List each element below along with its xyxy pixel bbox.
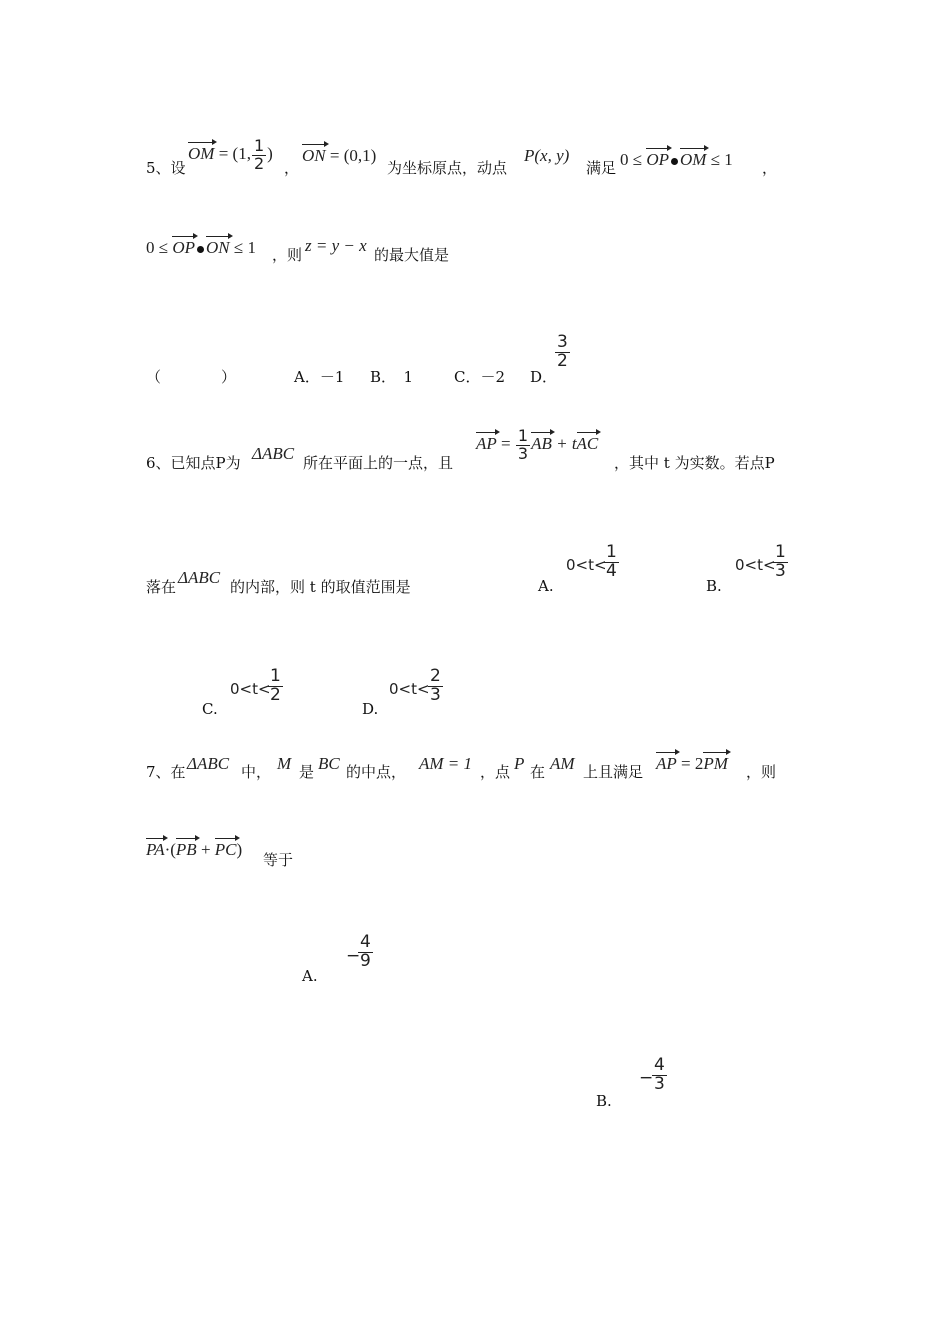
q7-am-equals: AM = 1 (419, 754, 473, 773)
q7-option-a: A. (302, 967, 318, 985)
om-fraction: $\frac{1}{2}$ (253, 136, 265, 173)
q5-option-d-fraction: $\frac{3}{2}$ (557, 332, 568, 371)
triangle-abc: ΔABC (178, 568, 221, 587)
q6-option-d-fraction: $\frac{2}{3}$ (430, 666, 441, 705)
q5-inequality-2: 0 ≤ OP ON ≤ 1 (146, 238, 256, 257)
q5-z-expression: z = y − x (305, 236, 367, 255)
q5-text-origin: 为坐标原点，动点 (387, 159, 508, 177)
q6-option-a-fraction: $\frac{1}{4}$ (606, 542, 617, 581)
dot-product-icon (197, 246, 204, 253)
q5-number: 5、设 (146, 159, 186, 177)
q5-option-d: D． (530, 368, 558, 386)
q5-option-a: A．－1 (294, 368, 345, 386)
q5-inequality-1: 0 ≤ OP OM ≤ 1 (620, 150, 733, 169)
q7-option-b: B. (596, 1092, 612, 1110)
answer-blank: （ ） (146, 368, 237, 386)
q6-option-b-fraction: $\frac{1}{3}$ (775, 542, 786, 581)
q6-option-d: D. (362, 700, 379, 718)
om-equals: = (1, (218, 144, 251, 164)
q6-vector-equation: AP = $\frac{1}{3}$ AB + tAC (476, 426, 599, 463)
vector-ab: AB (531, 434, 552, 454)
q5-option-c: C．－2 (454, 368, 506, 386)
q6-option-c-fraction: $\frac{1}{2}$ (270, 666, 281, 705)
q7-option-a-fraction: $\frac{4}{9}$ (360, 932, 371, 971)
q6-number: 6、已知点P为 (146, 454, 241, 472)
q5-on-formula: ON = (0,1) (302, 146, 377, 165)
vector-ap: AP (476, 434, 497, 454)
triangle-abc: ΔABC (187, 754, 230, 773)
vector-on: ON (302, 146, 326, 165)
dot-product-icon (671, 158, 678, 165)
vector-om: OM (188, 144, 215, 164)
q7-expression: PA·(PB + PC) (146, 840, 243, 859)
q5-om-formula: OM = (1, $\frac{1}{2}$ ) (188, 136, 273, 173)
q7-option-b-fraction: $\frac{4}{3}$ (654, 1055, 665, 1094)
vector-ac: AC (576, 434, 599, 454)
q5-point-p: P(x, y) (524, 146, 570, 165)
q6-option-a: A. (538, 577, 554, 595)
triangle-abc: ΔABC (252, 444, 295, 463)
q5-option-b: B． 1 (370, 368, 414, 386)
q7-number: 7、在 (146, 763, 186, 781)
q6-option-c: C. (202, 700, 218, 718)
q7-vector-condition: AP = 2PM (656, 754, 728, 773)
q6-option-b: B. (706, 577, 722, 595)
